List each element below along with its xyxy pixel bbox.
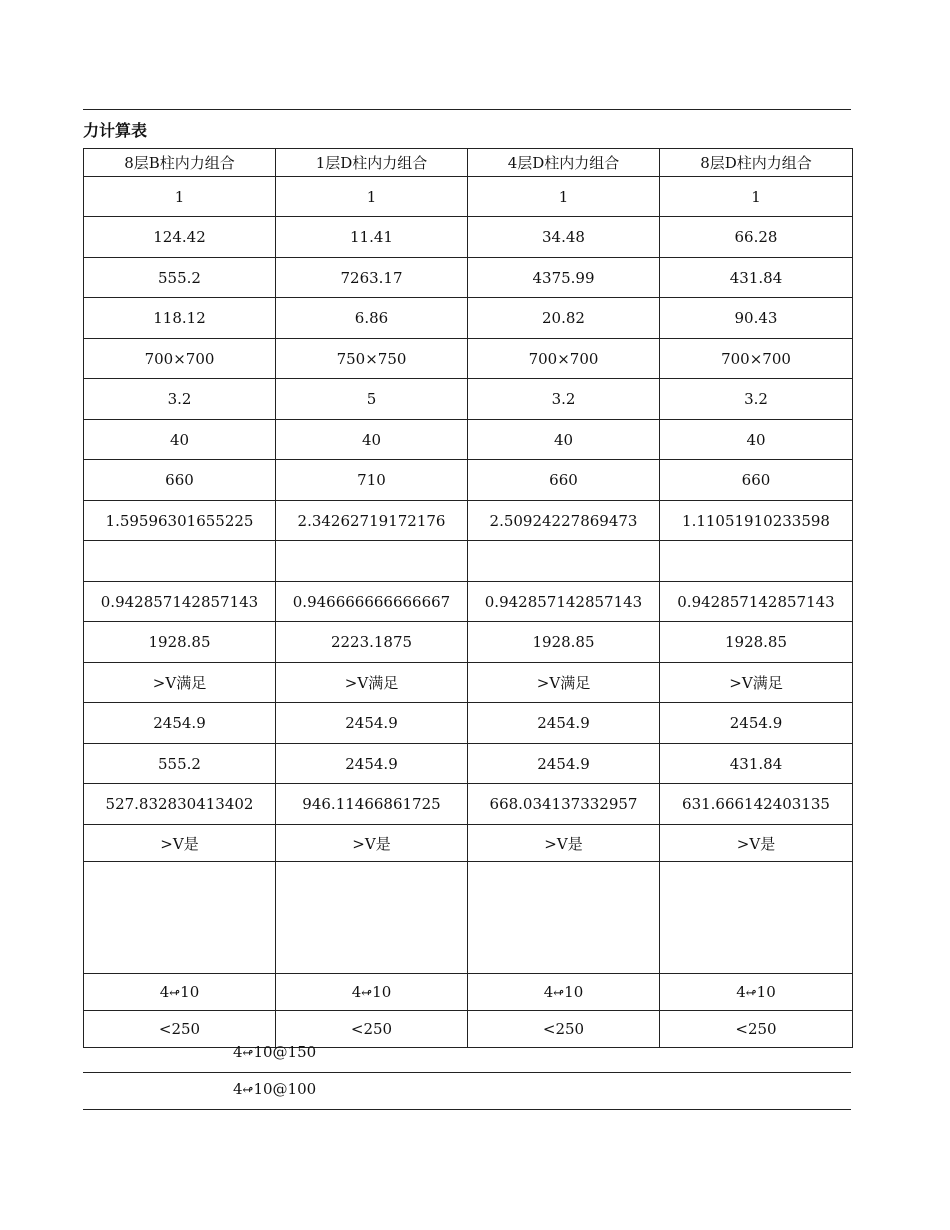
table-cell (660, 541, 853, 582)
table-cell: 700×700 (468, 339, 660, 379)
table-cell: 1 (276, 177, 468, 217)
calc-table (83, 148, 853, 1048)
table-cell: 527.832830413402 (84, 784, 276, 825)
rebar-size: 10 (564, 983, 584, 1001)
table-cell: 0.942857142857143 (84, 582, 276, 622)
table-cell: 2454.9 (276, 744, 468, 784)
table-cell: 700×700 (84, 339, 276, 379)
table-cell: 20.82 (468, 298, 660, 339)
table-cell: 668.034137332957 (468, 784, 660, 825)
table-cell: 40 (468, 420, 660, 460)
table-cell (84, 862, 276, 974)
table-row (84, 460, 853, 501)
top-rule (83, 109, 851, 110)
table-cell: 0.942857142857143 (468, 582, 660, 622)
table-cell: 1.11051910233598 (660, 501, 853, 541)
table-cell: 750×750 (276, 339, 468, 379)
table-cell: 1928.85 (468, 622, 660, 663)
table-cell: 2223.1875 (276, 622, 468, 663)
table-row (84, 825, 853, 862)
page-title: 力计算表 (83, 121, 148, 140)
table-row (84, 217, 853, 258)
table-row (84, 541, 853, 582)
table-cell: 90.43 (660, 298, 853, 339)
table-cell: 11.41 (276, 217, 468, 258)
table-cell: 1.59596301655225 (84, 501, 276, 541)
table-cell: 34.48 (468, 217, 660, 258)
table-cell: 555.2 (84, 744, 276, 784)
table-cell: 7263.17 (276, 258, 468, 298)
table-cell: <250 (660, 1011, 853, 1048)
table-cell: 660 (660, 460, 853, 501)
rebar-glyph-icon: ↫ (361, 986, 373, 1001)
rebar-glyph-icon: ↫ (242, 1083, 254, 1098)
table-cell (468, 862, 660, 974)
table-cell: 2454.9 (468, 744, 660, 784)
rebar-glyph-icon: ↫ (553, 986, 565, 1001)
rebar-count: 4 (543, 983, 554, 1001)
table-cell (468, 541, 660, 582)
table-cell: >V满足 (660, 663, 853, 703)
table-cell: 118.12 (84, 298, 276, 339)
table-cell: 1 (468, 177, 660, 217)
table-cell: 8层B柱内力组合 (84, 149, 276, 177)
table-row (84, 622, 853, 663)
footer-1-suffix: 10@150 (253, 1043, 317, 1061)
rebar-count: 4 (159, 983, 170, 1001)
rebar-size: 10 (372, 983, 392, 1001)
table-cell: 710 (276, 460, 468, 501)
table-cell: 0.942857142857143 (660, 582, 853, 622)
table-cell: 2.50924227869473 (468, 501, 660, 541)
footer-divider (83, 1072, 851, 1073)
table-cell: 1 (84, 177, 276, 217)
table-cell: 555.2 (84, 258, 276, 298)
table-cell: 2454.9 (660, 703, 853, 744)
table-row (84, 582, 853, 622)
table-cell: 1928.85 (84, 622, 276, 663)
table-row (84, 177, 853, 217)
table-cell (468, 974, 660, 1011)
table-cell: 946.11466861725 (276, 784, 468, 825)
table-cell: >V是 (468, 825, 660, 862)
table-cell (276, 974, 468, 1011)
table-cell: 660 (84, 460, 276, 501)
table-row (84, 379, 853, 420)
table-row (84, 1011, 853, 1048)
table-cell: 2.34262719172176 (276, 501, 468, 541)
table-row (84, 974, 853, 1011)
table-cell: <250 (276, 1011, 468, 1048)
table-row (84, 744, 853, 784)
table-cell: 2454.9 (468, 703, 660, 744)
table-cell: 1928.85 (660, 622, 853, 663)
table-cell: >V满足 (276, 663, 468, 703)
table-cell: 40 (660, 420, 853, 460)
table-cell: >V是 (276, 825, 468, 862)
table-cell: 1 (660, 177, 853, 217)
rebar-count: 4 (736, 983, 746, 1001)
table-cell: >V满足 (84, 663, 276, 703)
rebar-size: 10 (180, 983, 200, 1001)
table-cell: <250 (468, 1011, 660, 1048)
table-cell: 8层D柱内力组合 (660, 149, 853, 177)
table-cell: 124.42 (84, 217, 276, 258)
table-cell: 431.84 (660, 258, 853, 298)
table-cell: 1层D柱内力组合 (276, 149, 468, 177)
rebar-glyph-icon: ↫ (242, 1046, 254, 1061)
rebar-glyph-icon: ↫ (745, 986, 757, 1001)
table-cell (84, 974, 276, 1011)
table-cell (276, 541, 468, 582)
table-cell: 631.666142403135 (660, 784, 853, 825)
table-cell: 3.2 (468, 379, 660, 420)
table-cell: >V是 (660, 825, 853, 862)
footer-2-suffix: 10@100 (253, 1080, 317, 1098)
table-cell: <250 (84, 1011, 276, 1048)
table-cell: 5 (276, 379, 468, 420)
table-cell: 2454.9 (276, 703, 468, 744)
table-row (84, 258, 853, 298)
table-cell: 40 (84, 420, 276, 460)
table-cell: 3.2 (84, 379, 276, 420)
table-cell: 6.86 (276, 298, 468, 339)
table-cell: 660 (468, 460, 660, 501)
table-cell: 4层D柱内力组合 (468, 149, 660, 177)
table-cell: 40 (276, 420, 468, 460)
rebar-count: 4 (351, 983, 362, 1001)
header-row (84, 149, 853, 177)
table-cell: >V是 (84, 825, 276, 862)
table-cell (660, 974, 853, 1011)
table-cell: 3.2 (660, 379, 853, 420)
table-row (84, 501, 853, 541)
bottom-rule (83, 1109, 851, 1110)
table-row (84, 339, 853, 379)
table-row (84, 663, 853, 703)
table-cell (660, 862, 853, 974)
table-cell (276, 862, 468, 974)
table-row (84, 703, 853, 744)
table-cell: 4375.99 (468, 258, 660, 298)
table-cell: 2454.9 (84, 703, 276, 744)
footer-1-prefix: 4 (233, 1043, 243, 1061)
table-row (84, 420, 853, 460)
table-row (84, 784, 853, 825)
footer-2-prefix: 4 (233, 1080, 243, 1098)
table-cell (84, 541, 276, 582)
table-cell: 0.946666666666667 (276, 582, 468, 622)
table-row (84, 862, 853, 974)
table-cell: >V满足 (468, 663, 660, 703)
table-row (84, 298, 853, 339)
table-cell: 700×700 (660, 339, 853, 379)
table-cell: 66.28 (660, 217, 853, 258)
rebar-glyph-icon: ↫ (169, 986, 181, 1001)
rebar-size: 10 (756, 983, 776, 1001)
table-cell: 431.84 (660, 744, 853, 784)
